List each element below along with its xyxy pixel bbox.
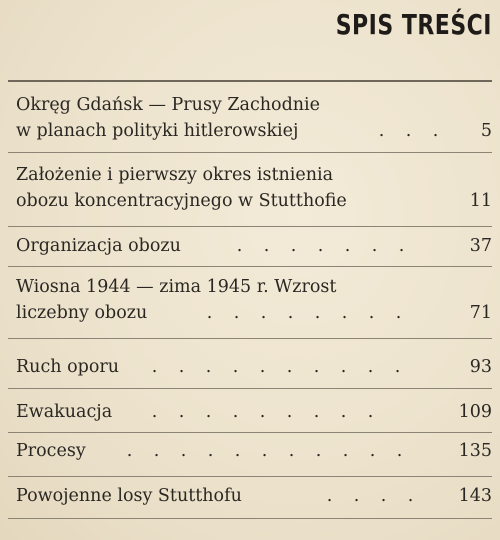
entry-divider [8,476,492,477]
entry-page-number: 5 [480,121,492,141]
leader-dots: . . . [378,121,439,141]
leader-dots: . . . . . . . . . . [151,357,401,377]
entry-page-number: 93 [469,357,492,377]
entry-divider [8,338,492,339]
toc-entry [16,274,492,326]
entry-page-number: 37 [469,236,492,256]
leader-dots: . . . . [326,486,414,506]
leader-dots: . . . . . . . . . . . [126,441,403,461]
entry-title-line: liczebny obozu [16,303,148,323]
entry-divider [8,226,492,227]
toc-entry [16,162,492,214]
entry-divider [8,388,492,389]
entry-page-number: 71 [469,303,492,323]
entry-title-line: Powojenne losy Stutthofu [16,486,242,506]
leader-dots: . . . . . . . . [206,303,402,323]
entry-divider [8,152,492,153]
entry-title-line: Wiosna 1944 — zima 1945 r. Wzrost [16,277,337,297]
entry-page-number: 143 [458,486,492,506]
entry-divider [8,266,492,267]
entry-divider [8,518,492,519]
entry-title-line: Ruch oporu [16,357,119,377]
leader-dots: . . . . . . . [236,236,405,256]
entry-page-number: 135 [458,441,492,461]
entry-title-line: Ewakuacja [16,402,113,422]
entry-title-line: Okręg Gdańsk — Prusy Zachodnie [16,95,321,115]
entry-title-line: Procesy [16,441,86,461]
entry-title-line: w planach polityki hitlerowskiej [16,121,299,141]
leader-dots: . . . . . . . . . [151,402,374,422]
page-heading: SPIS TREŚCI [335,10,492,42]
toc-entry [16,92,492,144]
toc-entry [16,483,492,509]
toc-entry [16,354,492,380]
toc-entry [16,438,492,464]
entry-title-line: Założenie i pierwszy okres istnienia [16,165,334,185]
entry-page-number: 109 [458,402,492,422]
entry-page-number: 11 [469,191,492,211]
toc-entry [16,233,492,259]
entry-divider [8,432,492,433]
toc-entry [16,399,492,425]
entry-title-line: Organizacja obozu [16,236,181,256]
entry-title-line: obozu koncentracyjnego w Stutthofie [16,191,347,211]
